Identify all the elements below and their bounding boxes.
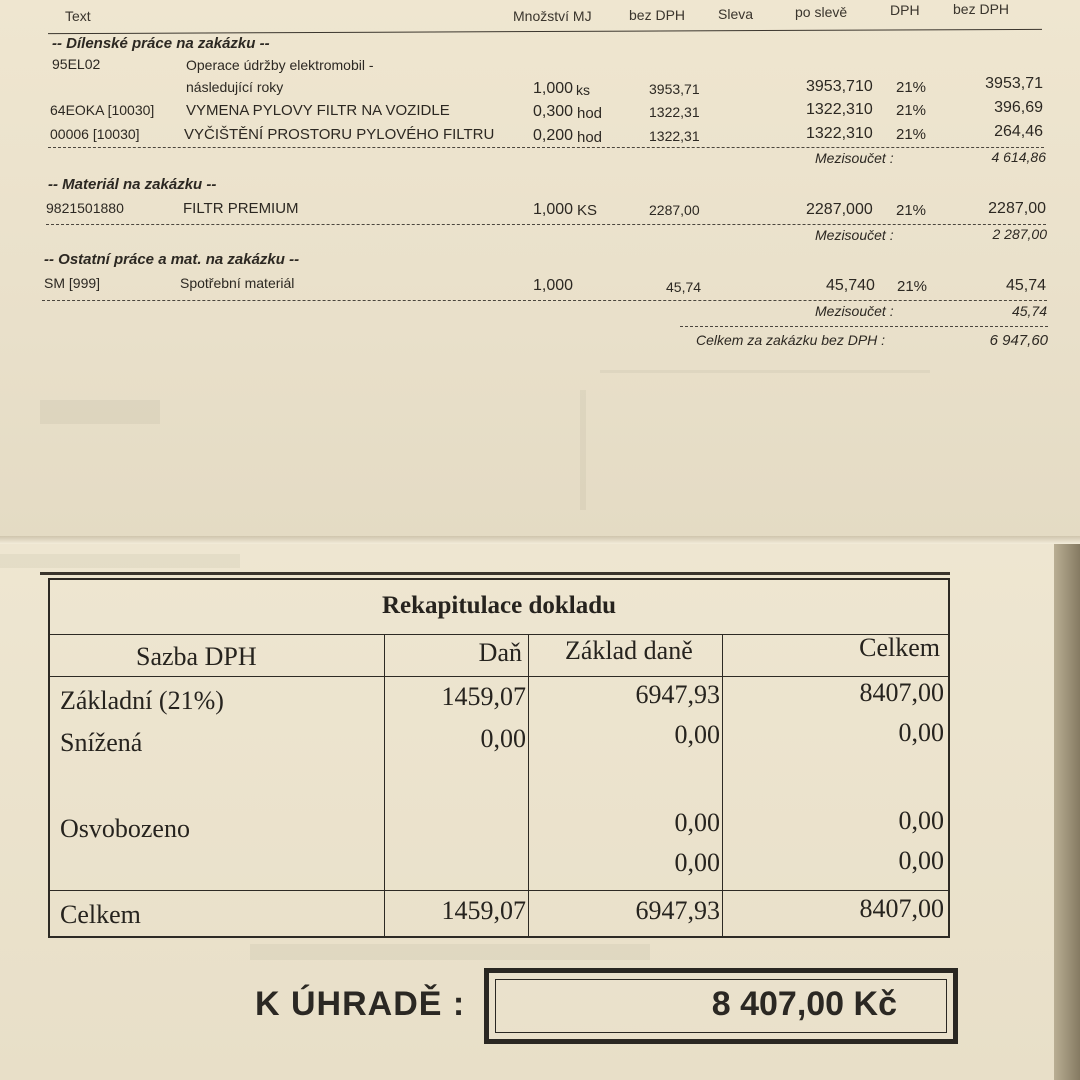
recap-total: 8407,00 [859, 678, 944, 707]
recap-total-rule [50, 890, 948, 891]
item-vat: 21% [896, 202, 927, 219]
item-price: 1322,31 [649, 104, 700, 120]
section-title: -- Dílenské práce na zakázku -- [52, 35, 270, 52]
recap-header-tax: Daň [478, 638, 522, 667]
col-header-after-discount: po slevě [795, 4, 848, 20]
item-after-discount: 45,740 [826, 277, 875, 294]
recap-rate: Snížená [60, 728, 143, 757]
subtotal-label: Mezisoučet : [815, 150, 894, 166]
item-unit: hod [577, 129, 603, 146]
col-header-text: Text [65, 8, 91, 24]
item-qty: 1,000 [533, 201, 574, 218]
item-total: 396,69 [994, 99, 1043, 116]
section-separator [48, 147, 1044, 148]
amount-due-label: K ÚHRADĚ : [255, 985, 466, 1023]
item-qty: 0,200 [533, 127, 574, 144]
item-qty: 1,000 [533, 80, 574, 97]
item-price: 3953,71 [649, 81, 700, 97]
item-code: 95EL02 [52, 56, 101, 72]
bleed-through-mark [580, 390, 586, 510]
bleed-through-mark [600, 370, 930, 373]
section-separator [46, 224, 1046, 225]
item-unit: KS [577, 202, 598, 219]
recap-col-line [384, 634, 385, 938]
recap-base: 6947,93 [635, 680, 720, 709]
item-total: 3953,71 [985, 75, 1043, 92]
recap-header-rule [50, 676, 948, 677]
item-description-cont: následující roky [186, 79, 284, 95]
section-title: -- Materiál na zakázku -- [48, 176, 217, 193]
recap-header-rate: Sazba DPH [136, 642, 257, 671]
bleed-through-mark [250, 944, 650, 960]
col-header-discount: Sleva [718, 6, 754, 22]
header-underline [48, 29, 1042, 34]
recap-total: 0,00 [898, 846, 944, 875]
recap-total-base: 6947,93 [635, 896, 720, 925]
col-header-price: bez DPH [629, 7, 686, 23]
section-separator [42, 300, 1047, 301]
recap-tax: 0,00 [480, 724, 526, 753]
col-header-vat: DPH [890, 2, 920, 18]
recap-total-label: Celkem [60, 900, 141, 929]
recap-header-base: Základ daně [565, 636, 693, 665]
recap-total-total: 8407,00 [859, 894, 944, 923]
paper-edge-line [40, 572, 950, 575]
recap-title: Rekapitulace dokladu [381, 592, 617, 619]
subtotal-value: 2 287,00 [992, 226, 1047, 242]
amount-due-box [484, 968, 958, 1044]
item-total: 2287,00 [988, 200, 1046, 217]
item-after-discount: 1322,310 [806, 125, 873, 142]
section-title: -- Ostatní práce a mat. na zakázku -- [44, 251, 300, 268]
item-price: 2287,00 [649, 202, 700, 218]
recap-base: 0,00 [674, 808, 720, 837]
grand-total-value: 6 947,60 [989, 332, 1048, 349]
recap-base: 0,00 [674, 848, 720, 877]
recap-col-line [528, 634, 529, 938]
item-vat: 21% [896, 102, 927, 119]
item-description: VYMENA PYLOVY FILTR NA VOZIDLE [186, 102, 450, 119]
recap-col-line [722, 634, 723, 938]
subtotal-label: Mezisoučet : [815, 227, 894, 243]
item-unit: ks [576, 82, 590, 98]
recap-total-tax: 1459,07 [441, 896, 526, 925]
grand-total-label: Celkem za zakázku bez DPH : [696, 332, 886, 348]
amount-due-value: 8 407,00 Kč [711, 985, 897, 1023]
item-qty: 1,000 [533, 277, 574, 294]
item-vat: 21% [896, 126, 927, 143]
subtotal-value: 4 614,86 [991, 149, 1046, 165]
item-code: SM [999] [44, 275, 101, 291]
item-price: 45,74 [666, 279, 702, 295]
col-header-qty: Množství MJ [513, 8, 592, 24]
recap-base: 0,00 [674, 720, 720, 749]
photo-divider [0, 536, 1080, 544]
recap-total: 0,00 [898, 806, 944, 835]
item-description: VYČIŠTĚNÍ PROSTORU PYLOVÉHO FILTRU [184, 126, 495, 143]
item-code: 64EOKA [10030] [50, 102, 155, 118]
item-unit: hod [577, 105, 603, 122]
bleed-through-mark [0, 554, 240, 568]
item-total: 264,46 [994, 123, 1043, 140]
subtotal-value: 45,74 [1011, 303, 1047, 319]
item-description: Operace údržby elektromobil - [186, 57, 374, 73]
item-total: 45,74 [1005, 277, 1046, 294]
recap-table [48, 578, 950, 938]
bleed-through-mark [40, 400, 160, 424]
item-vat: 21% [896, 79, 927, 96]
item-qty: 0,300 [533, 103, 574, 120]
item-code: 9821501880 [46, 200, 124, 216]
item-description: Spotřební materiál [180, 275, 295, 291]
item-after-discount: 3953,710 [806, 78, 873, 95]
recap-rate: Osvobozeno [60, 814, 190, 843]
grand-total-separator [680, 326, 1048, 327]
item-price: 1322,31 [649, 128, 700, 144]
recap-rate: Základní (21%) [60, 686, 224, 715]
item-vat: 21% [897, 278, 928, 295]
subtotal-label: Mezisoučet : [815, 303, 894, 319]
recap-header-total: Celkem [859, 633, 940, 662]
item-after-discount: 1322,310 [806, 101, 873, 118]
item-code: 00006 [10030] [50, 126, 140, 142]
recap-total: 0,00 [898, 718, 944, 747]
item-description: FILTR PREMIUM [183, 200, 299, 217]
recap-tax: 1459,07 [441, 682, 526, 711]
col-header-total: bez DPH [953, 1, 1010, 17]
photo-dark-edge [1054, 544, 1080, 1080]
item-after-discount: 2287,000 [806, 201, 873, 218]
